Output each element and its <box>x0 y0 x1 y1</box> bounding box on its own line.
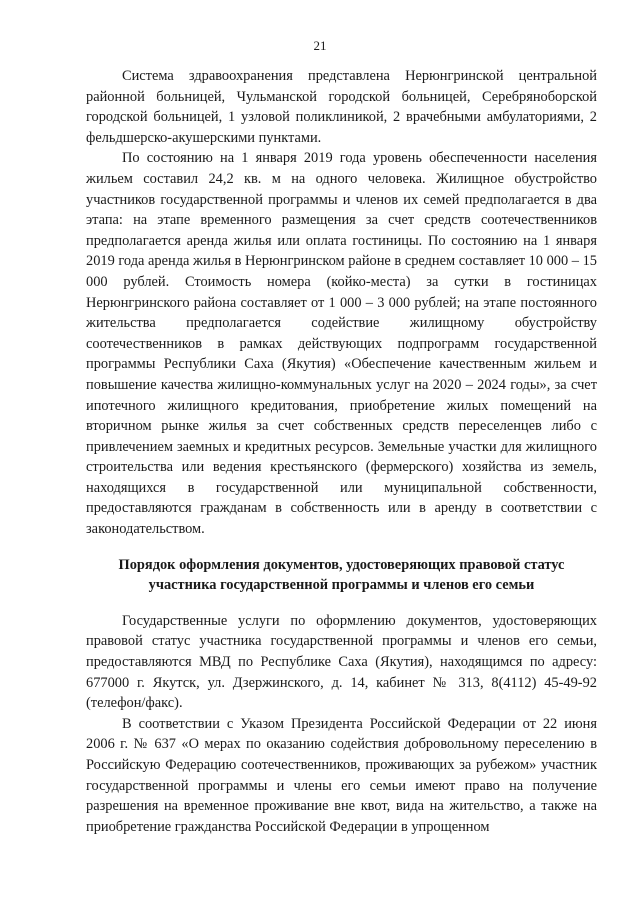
section-heading-line-1: Порядок оформления документов, удостоверяющих правовой статус <box>118 556 565 573</box>
page-number: 21 <box>313 38 327 53</box>
paragraph-housing: По состоянию на 1 января 2019 года уровень обеспеченности населения жильем составил 24,2 кв. м на одного человека. Жилищное обустройство участников государственной программы и членов их семей предполагается в два этапа: на этапе временного размещения за счет средств соотечественников предполагается аренда жилья или оплата гостиницы. По состоянию на 1 января 2019 года аренда жилья в Нерюнгринском районе в среднем составляет 10 000 – 15 000 рублей. Стоимость номера (койко-места) за сутки в гостиницах Нерюнгринского района составляет от 1 000 – 3 000 рублей; на этапе постоянного жительства предполагается содействие жилищному обустройству соотечественников в рамках действующих подпрограмм государственной программы Республики Саха (Якутия) «Обеспечение качественным жильем и повышение качества жилищно-коммунальных услуг на 2020 – 2024 годы», за счет ипотечного жилищного кредитования, приобретение жилых помещений на вторичном рынке жилья за счет собственных средств переселенцев либо с привлечением заемных и кредитных ресурсов. Земельные участки для жилищного строительства или ведения крестьянского (фермерского) хозяйства из земель, находящихся в государственной или муниципальной собственности, предоставляются гражданам в собственность или в аренду в соответствии с законодательством. <box>86 150 597 538</box>
section-heading <box>86 555 597 596</box>
document-body <box>86 66 597 837</box>
paragraph-state-services: Государственные услуги по оформлению документов, удостоверяющих правовой статус участника государственной программы и членов его семьи, предоставляются МВД по Республике Саха (Якутия), находящимся по адресу: 677000 г. Якутск, ул. Дзержинского, д. 14, кабинет № 313, 8(4112) 45-49-92 (телефон/факс). <box>86 612 597 712</box>
paragraph-presidential-decree: В соответствии с Указом Президента Российской Федерации от 22 июня 2006 г. № 637 «О мерах по оказанию содействия добровольному переселению в Российскую Федерацию соотечественников, проживающих за рубежом» участник государственной программы и члены его семьи имеют право на получение разрешения на временное проживание вне квот, вида на жительство, а также на приобретение гражданства Российской Федерации в упрощенном <box>86 715 597 835</box>
paragraph-healthcare: Система здравоохранения представлена Нерюнгринской центральной районной больницей, Чульманской городской больницей, Серебряноборской городской больницей, 1 узловой поликлиникой, 2 врачебными амбулаториями, 2 фельдшерско-акушерскими пунктами. <box>86 68 597 146</box>
section-heading-line-2: участника государственной программы и членов его семьи <box>148 577 535 594</box>
